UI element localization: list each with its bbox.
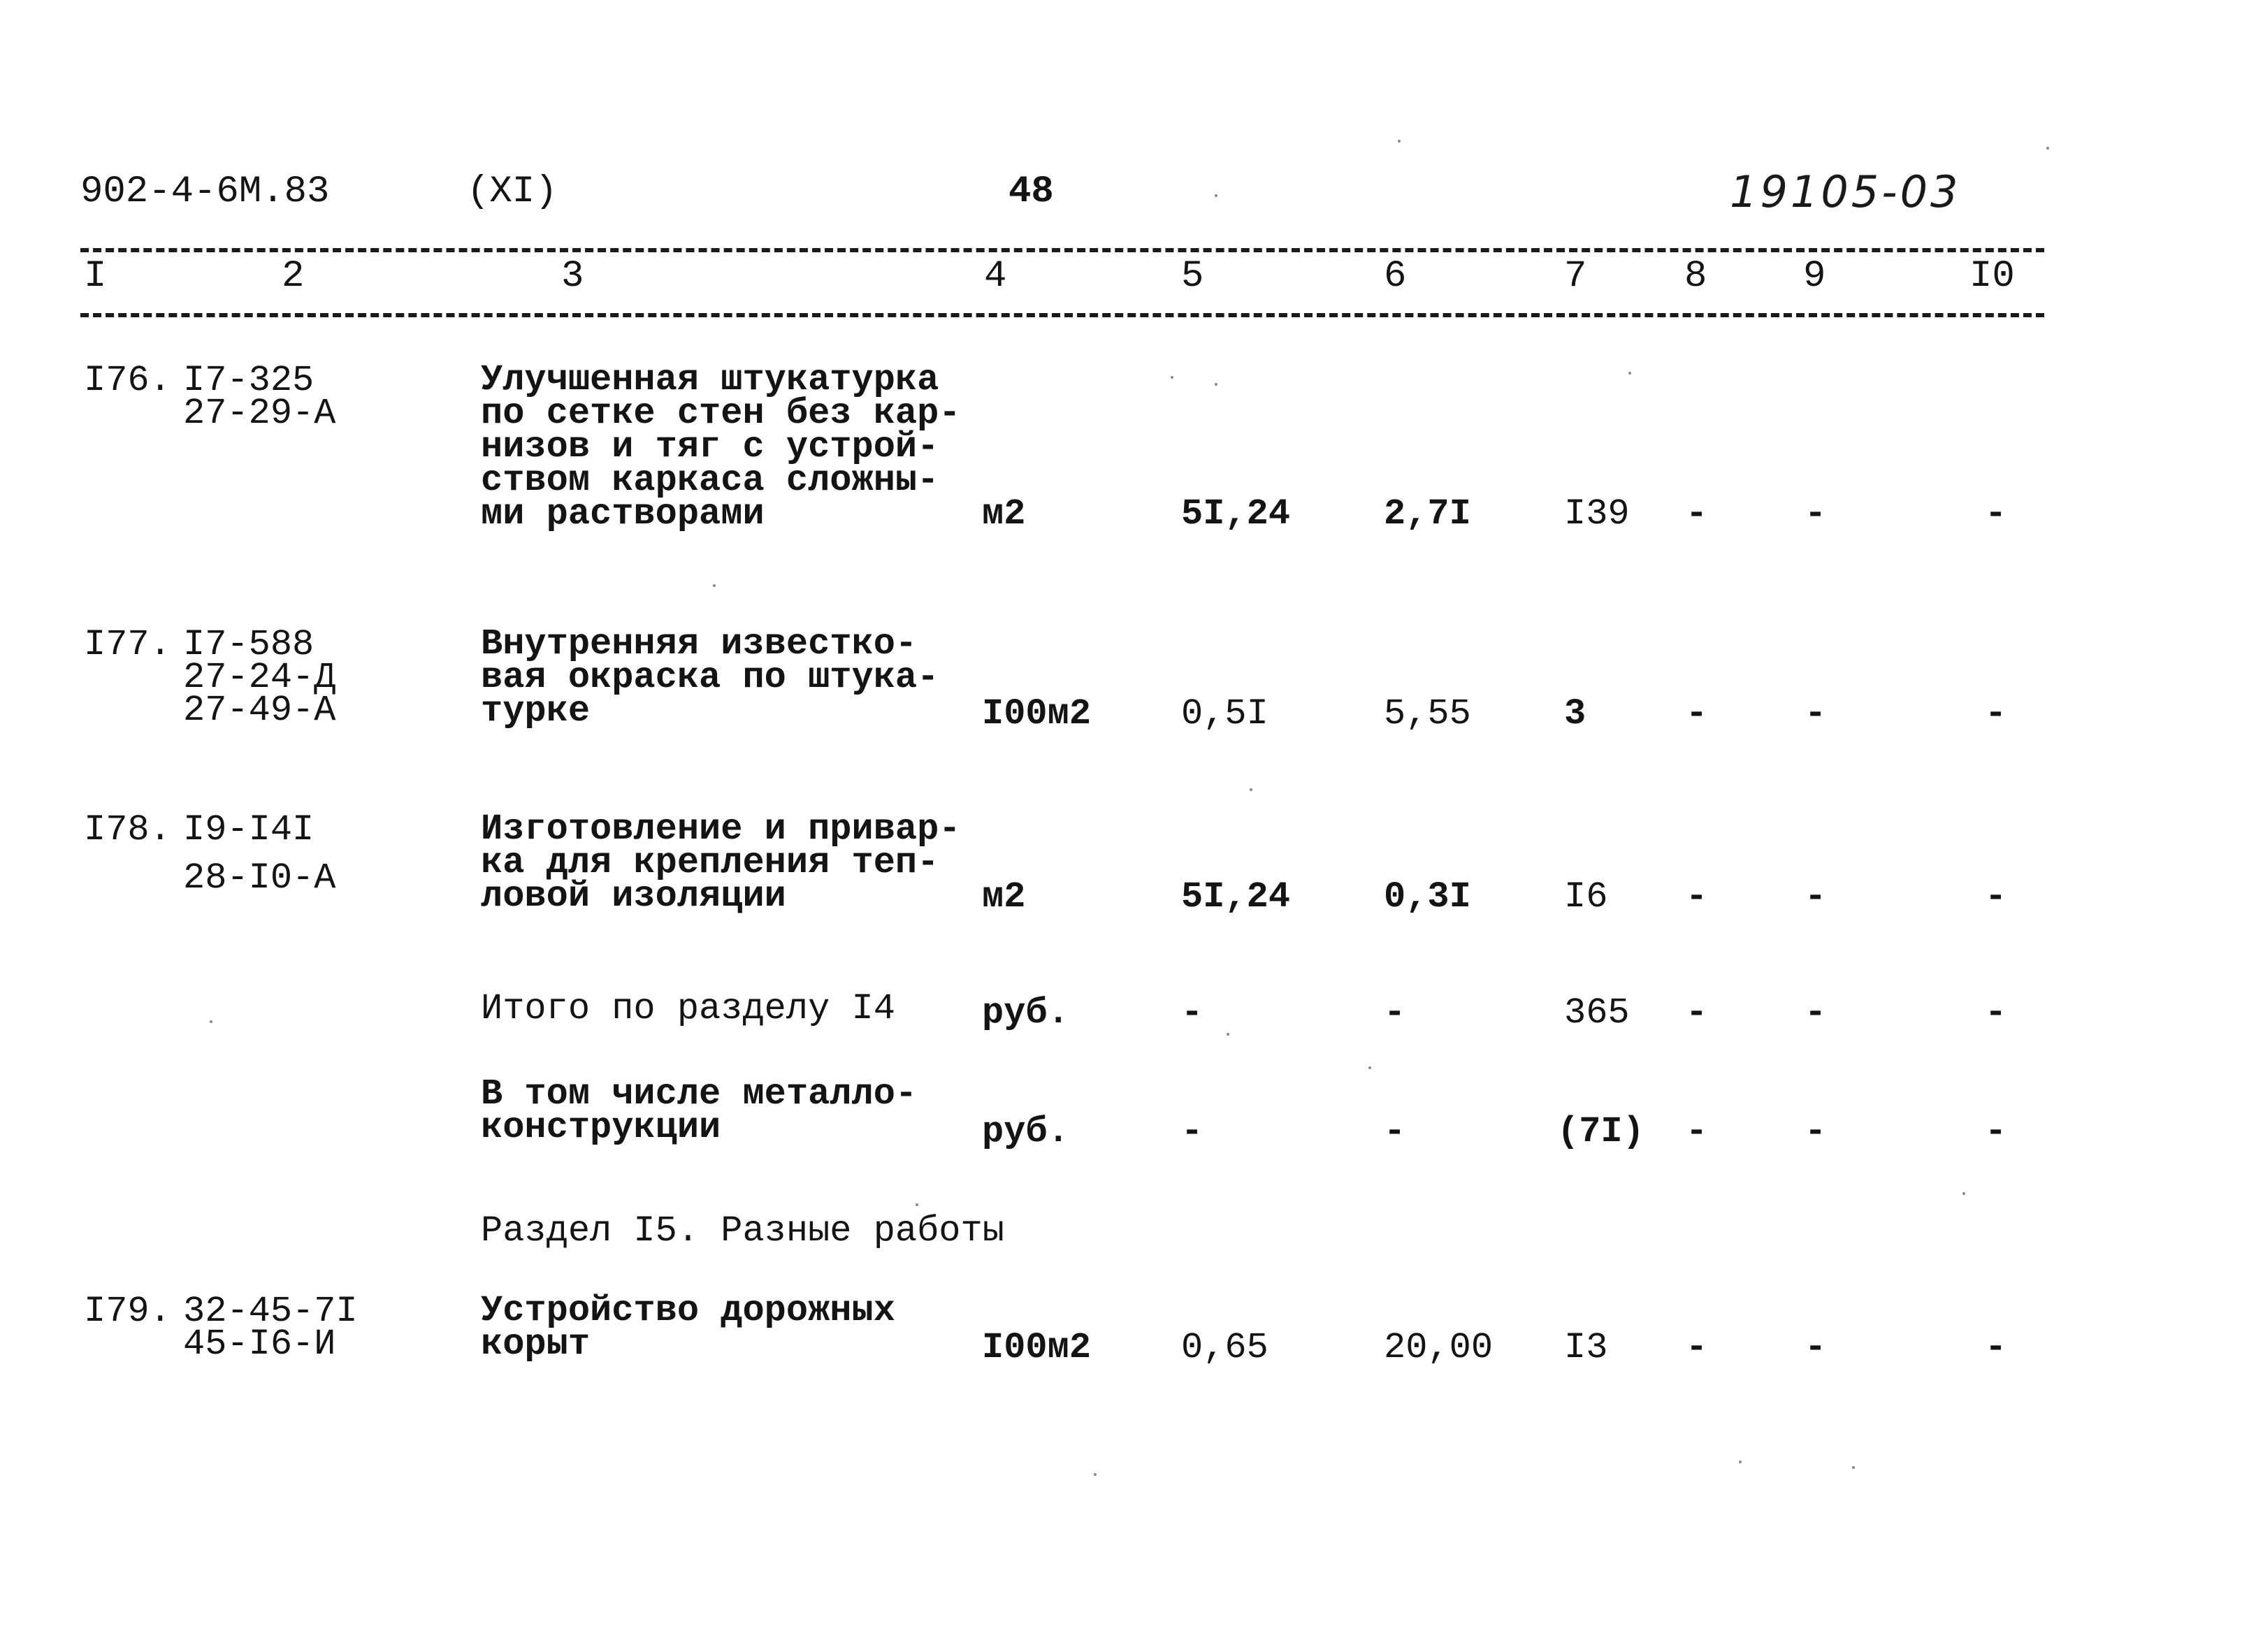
- unit-cost: 2,7I: [1384, 493, 1471, 535]
- total-cost: I3: [1564, 1327, 1608, 1368]
- row-number: I78.: [84, 809, 171, 850]
- total-cost: I6: [1564, 876, 1608, 918]
- norm-code: I7-588: [183, 624, 314, 665]
- column-number-9: 9: [1803, 255, 1826, 298]
- col8-value: -: [1686, 1111, 1708, 1152]
- col10-value: -: [1985, 992, 2007, 1034]
- row-number: I77.: [84, 624, 171, 665]
- scan-speck: [210, 1020, 212, 1023]
- unit-cost: 0,3I: [1384, 876, 1471, 918]
- unit: I00м2: [982, 1327, 1092, 1368]
- scan-speck: [916, 1203, 918, 1206]
- subtotal-label: Итого по разделу I4: [481, 988, 895, 1029]
- column-number-4: 4: [984, 255, 1007, 298]
- unit-cost: -: [1384, 1111, 1406, 1152]
- norm-code: 28-I0-А: [183, 857, 336, 899]
- col10-value: -: [1985, 876, 2007, 918]
- col10-value: -: [1985, 693, 2007, 734]
- row-number: I79.: [84, 1291, 171, 1332]
- work-description: Улучшенная штукатурка по сетке стен без кар- низов и тяг с устрой- ством каркаса сложны- ми растворами: [481, 359, 961, 535]
- norm-code: 27-29-А: [183, 393, 336, 434]
- unit: руб.: [982, 992, 1069, 1034]
- column-number-1: I: [84, 255, 107, 298]
- col9-value: -: [1805, 1111, 1827, 1152]
- doc-code: 902-4-6М.83: [80, 171, 330, 213]
- section-heading: Раздел I5. Разные работы: [481, 1210, 1004, 1252]
- scan-speck: [1171, 376, 1173, 379]
- volume-label: (XI): [467, 171, 558, 213]
- unit-cost: 20,00: [1384, 1327, 1494, 1368]
- col9-value: -: [1805, 992, 1827, 1034]
- scan-speck: [1852, 1466, 1855, 1469]
- scan-speck: [1094, 1473, 1097, 1476]
- scan-speck: [1227, 1033, 1229, 1036]
- unit: руб.: [982, 1111, 1069, 1152]
- scan-speck: [2046, 147, 2049, 150]
- scan-speck: [1628, 372, 1631, 375]
- work-description: Внутренняя известко- вая окраска по штука- турке: [481, 623, 939, 732]
- unit: м2: [982, 493, 1026, 535]
- col8-value: -: [1686, 992, 1708, 1034]
- unit-cost: -: [1384, 992, 1406, 1034]
- quantity: 0,65: [1181, 1327, 1268, 1368]
- norm-code: I7-325: [183, 360, 314, 401]
- total-cost: I39: [1564, 493, 1630, 535]
- unit: м2: [982, 876, 1026, 918]
- column-number-3: 3: [561, 255, 584, 298]
- col10-value: -: [1985, 1111, 2007, 1152]
- unit: I00м2: [982, 693, 1092, 734]
- quantity: 0,5I: [1181, 693, 1268, 734]
- work-description: Изготовление и привар- ка для крепления теп- ловой изоляции: [481, 809, 961, 917]
- column-number-7: 7: [1564, 255, 1587, 298]
- col9-value: -: [1805, 1327, 1827, 1368]
- scan-speck: [1215, 383, 1217, 386]
- col9-value: -: [1805, 693, 1827, 734]
- page-number: 48: [1008, 171, 1054, 213]
- col9-value: -: [1805, 876, 1827, 918]
- norm-code: 27-49-А: [183, 690, 336, 731]
- quantity: 5I,24: [1181, 876, 1291, 918]
- col8-value: -: [1686, 493, 1708, 535]
- col8-value: -: [1686, 1327, 1708, 1368]
- quantity: -: [1181, 1111, 1203, 1152]
- scan-speck: [1398, 140, 1401, 143]
- norm-code: I9-I4I: [183, 809, 314, 850]
- quantity: -: [1181, 992, 1203, 1034]
- archive-stamp: 19105-03: [1730, 166, 1961, 217]
- column-number-10: I0: [1969, 255, 2015, 298]
- column-number-2: 2: [282, 255, 305, 298]
- col8-value: -: [1686, 693, 1708, 734]
- total-cost: 3: [1564, 693, 1586, 734]
- subtotal-detail-label: В том числе металло- конструкции: [481, 1073, 918, 1148]
- scan-speck: [1215, 194, 1217, 197]
- column-number-6: 6: [1384, 255, 1407, 298]
- quantity: 5I,24: [1181, 493, 1291, 535]
- total-cost: 365: [1564, 992, 1630, 1034]
- norm-code: 45-I6-И: [183, 1324, 336, 1365]
- column-number-5: 5: [1181, 255, 1204, 298]
- column-number-8: 8: [1684, 255, 1707, 298]
- norm-code: 32-45-7I: [183, 1291, 358, 1332]
- norm-code: 27-24-Д: [183, 657, 336, 698]
- row-number: I76.: [84, 360, 171, 401]
- scan-speck: [713, 584, 716, 587]
- col9-value: -: [1805, 493, 1827, 535]
- header-rule-bottom: [80, 313, 2044, 317]
- scan-speck: [1250, 788, 1252, 791]
- col8-value: -: [1686, 876, 1708, 918]
- col10-value: -: [1985, 493, 2007, 535]
- scan-speck: [1368, 1066, 1371, 1069]
- header-rule-top: [80, 248, 2044, 252]
- scan-speck: [1962, 1192, 1965, 1195]
- total-cost: (7I): [1557, 1111, 1644, 1152]
- work-description: Устройство дорожных корыт: [481, 1290, 895, 1365]
- scan-speck: [1739, 1461, 1742, 1463]
- unit-cost: 5,55: [1384, 693, 1471, 734]
- col10-value: -: [1985, 1327, 2007, 1368]
